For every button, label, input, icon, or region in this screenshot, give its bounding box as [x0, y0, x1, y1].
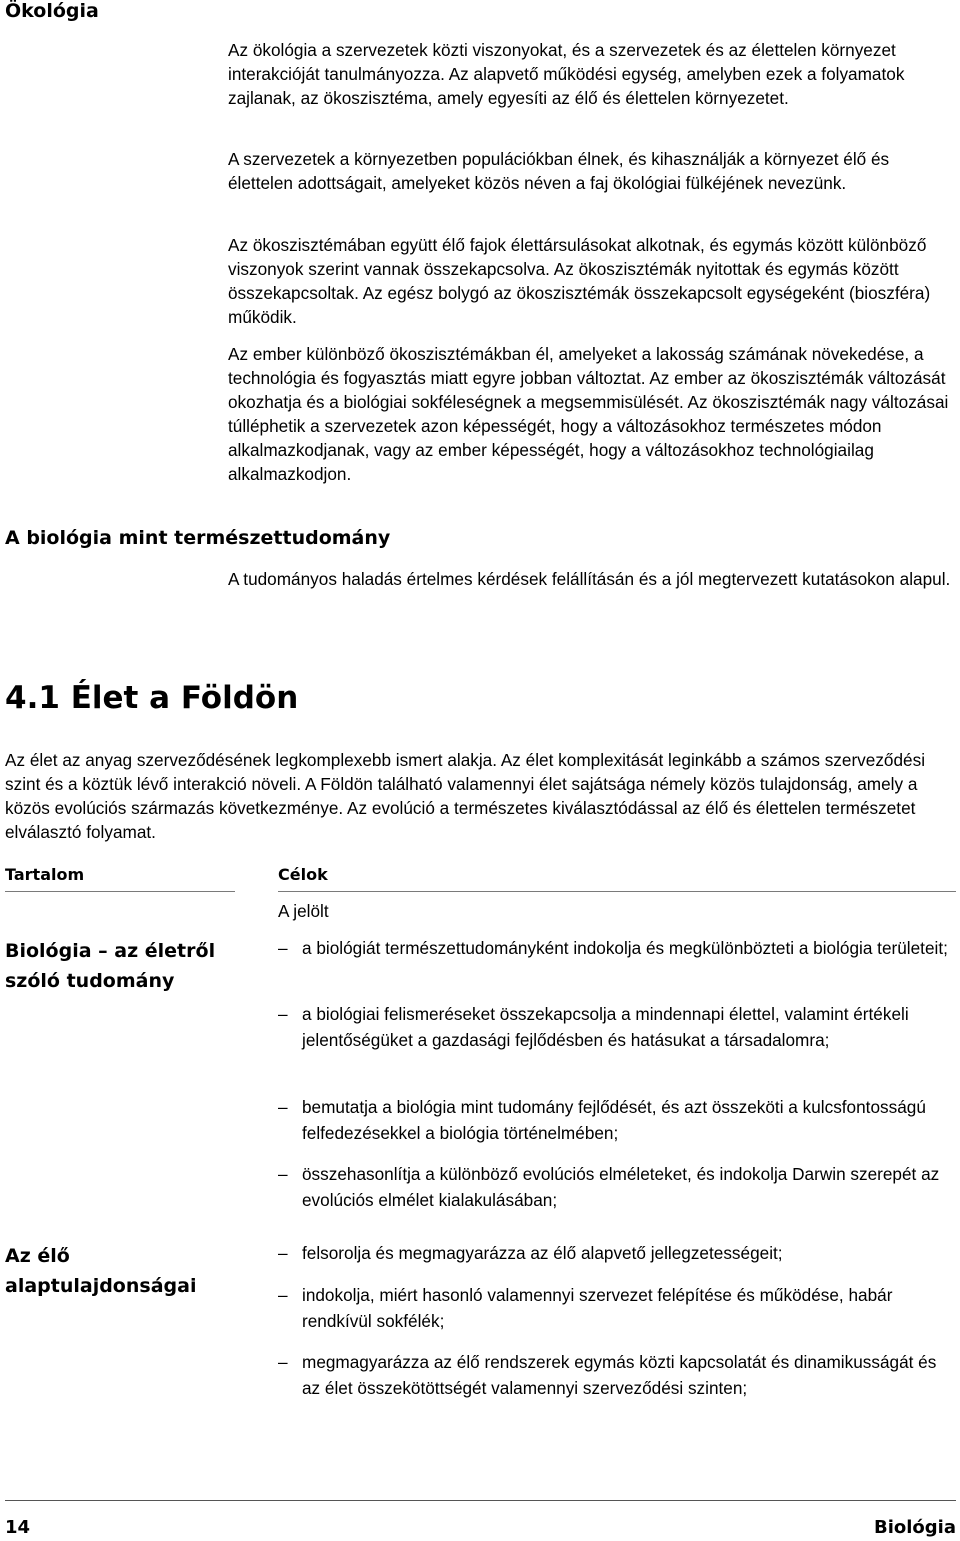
goal-text: a biológiai felismeréseket összekapcsolja a mindennapi élettel, valamint értékeli jelentőségüket a gazdasági fejlődésben és hatásukat a társadalomra; [302, 1004, 909, 1050]
goal-item [278, 1001, 958, 1053]
goal-text: megmagyarázza az élő rendszerek egymás közti kapcsolatát és dinamikusságát és az élet összekötöttségét valamennyi szerveződési szinten; [302, 1352, 937, 1398]
goal-item [278, 935, 958, 961]
goal-item [278, 1094, 958, 1146]
goals-lead: A jelölt [278, 901, 329, 921]
section-title-okologia: Ökológia [5, 0, 99, 22]
goal-item [278, 1161, 958, 1213]
section-title-biologia-termeszettudomany: A biológia mint természettudomány [5, 527, 391, 549]
goal-dash: – [278, 1097, 288, 1117]
goal-dash: – [278, 938, 288, 958]
table-header-divider-left [5, 891, 235, 892]
table-content-title: Biológia – az életről szóló tudomány [5, 940, 216, 992]
goal-text: összehasonlítja a különböző evolúciós elméleteket, és indokolja Darwin szerepét az evolúciós elmélet kialakulásában; [302, 1164, 940, 1210]
footer-divider [5, 1500, 956, 1501]
goal-text: indokolja, miért hasonló valamennyi szervezet felépítése és működése, habár rendkívül sokfélék; [302, 1285, 893, 1331]
goal-item [278, 1349, 958, 1401]
table-header-divider-right [278, 891, 956, 892]
goal-dash: – [278, 1243, 288, 1263]
goal-dash: – [278, 1164, 288, 1184]
goal-item [278, 1240, 958, 1266]
goal-text: felsorolja és megmagyarázza az élő alapvető jellegzetességeit; [302, 1243, 783, 1263]
goal-dash: – [278, 1285, 288, 1305]
table-header-content: Tartalom [5, 865, 85, 884]
okologia-paragraph-2: A szervezetek a környezetben populációkban élnek, és kihasználják a környezet élő és élettelen adottságait, amelyeket közös néven a faj ökológiai fülkéjének nevezünk. [228, 149, 890, 193]
okologia-paragraph-3: Az ökoszisztémában együtt élő fajok élettársulásokat alkotnak, és egymás között különböző viszonyok szerint vannak összekapcsolva. Az ökoszisztémák nyitottak és egymás között összekapcsoltak. Az egész bolygó az ökoszisztémák összekapcsolt egységeként (bioszféra) működik. [228, 235, 931, 327]
termeszettudomany-paragraph: A tudományos haladás értelmes kérdések felállításán és a jól megtervezett kutatásokon alapul. [228, 569, 951, 589]
chapter-intro: Az élet az anyag szerveződésének legkomplexebb ismert alakja. Az élet komplexitását leginkább a számos szerveződési szint és a köztük lévő interakció növeli. A Földön található valamennyi élet sajátsága némely közös tulajdonság, amely a közös evolúciós származás következménye. Az evolúció a természetes kiválasztódással az élő és élettelen természetet elválasztó folyamat. [5, 750, 926, 842]
table-header-goals: Célok [278, 865, 328, 884]
okologia-paragraph-1: Az ökológia a szervezetek közti viszonyokat, és a szervezetek és az élettelen környezet interakcióját tanulmányozza. Az alapvető működési egység, amelyben ezek a folyamatok zajlanak, az ökoszisztéma, amely egyesíti az élő és élettelen környezetet. [228, 40, 905, 108]
goal-text: bemutatja a biológia mint tudomány fejlődését, és azt összeköti a kulcsfontosságú felfedezésekkel a biológia történelmében; [302, 1097, 926, 1143]
footer-subject: Biológia [874, 1517, 956, 1538]
goal-text: a biológiát természettudományként indokolja és megkülönbözteti a biológia területeit; [302, 938, 948, 958]
goal-dash: – [278, 1352, 288, 1372]
table-content-title: Az élő alaptulajdonságai [5, 1245, 197, 1297]
page-number: 14 [5, 1517, 31, 1538]
goal-item [278, 1282, 958, 1334]
okologia-paragraph-4: Az ember különböző ökoszisztémákban él, amelyeket a lakosság számának növekedése, a technológia és fogyasztás miatt egyre jobban változtat. Az ember az ökoszisztémák változását okozhatja és a biológiai sokféleségnek a megsemmisülését. Az ökoszisztémák nagy változásai túlléphetik a szervezetek azon képességét, hogy a változásokhoz természetes módon alkalmazkodjanak, vagy az ember képességét, hogy a változásokhoz technológiailag alkalmazkodjon. [228, 344, 949, 484]
chapter-title: 4.1 Élet a Földön [5, 680, 299, 716]
goal-dash: – [278, 1004, 288, 1024]
